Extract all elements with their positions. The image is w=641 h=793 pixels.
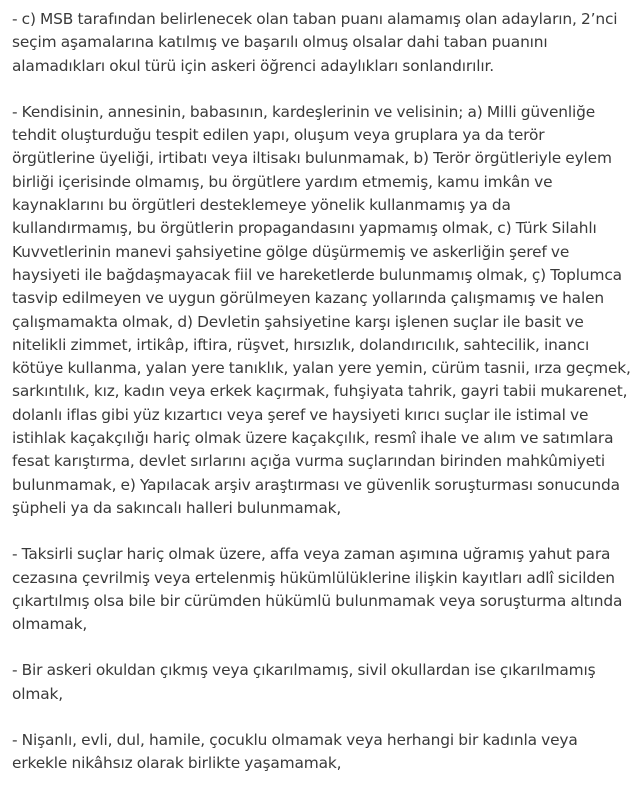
paragraph-security-requirements: - Kendisinin, annesinin, babasının, kardeşlerinin ve velisinin; a) Milli güvenliğe tehdit oluşturduğu tespit edilen yapı, oluşum veya gruplara ya da terör örgütlerine üyeliği, irtibatı veya iltisakı bulunmamak, b) Terör örgütleriyle eylem birliği içerisinde olmamış, bu örgütlere yardım etmemiş, kamu imkân ve kaynaklarını bu örgütleri desteklemeye yönelik kullanmamış ya da kullandırmamış, bu örgütlerin propagandasını yapmamış olmak, c) Türk Silahlı Kuvvetlerinin manevi şahsiyetine gölge düşürmemiş ve askerliğin şeref ve haysiyeti ile bağdaşmayacak fiil ve hareketlerde bulunmamış olmak, ç) Toplumca tasvip edilmeyen ve uygun görülmeyen kazanç yollarında çalışmamış ve halen çalışmamakta olmak, d) Devletin şahsiyetine karşı işlenen suçlar ile basit ve nitelikli zimmet, irtikâp, iftira, rüşvet, hırsızlık, dolandırıcılık, sahtecilik, inancı kötüye kullanma, yalan yere tanıklık, yalan yere yemin, cürüm tasnii, ırza geçmek, sarkıntılık, kız, kadın veya erkek kaçırmak, fuhşiyata tahrik, gayri tabii mukarenet, dolanlı iflas gibi yüz kızartıcı veya şeref ve haysiyeti kırıcı suçlar ile istimal ve istihlak kaçakçılığı hariç olmak üzere kaçakçılık, resmî ihale ve alım ve satımlara fesat karıştırma, devlet sırlarını açığa vurma suçlarından birinden mahkûmiyeti bulunmamak, e) Yapılacak arşiv araştırması ve güvenlik soruşturması sonucunda şüpheli ya da sakıncalı halleri bulunmamak,: [12, 102, 631, 517]
paragraph-marital-status: - Nişanlı, evli, dul, hamile, çocuklu olmamak veya herhangi bir kadınla veya erkekle nikâhsız olarak birlikte yaşamamak,: [12, 731, 578, 773]
paragraph-military-school: - Bir askeri okuldan çıkmış veya çıkarılmamış, sivil okullardan ise çıkarılmamış olmak,: [12, 661, 596, 703]
paragraph-criminal-record: - Taksirli suçlar hariç olmak üzere, affa veya zaman aşımına uğramış yahut para cezasına çevrilmiş veya ertelenmiş hükümlülüklerine ilişkin kayıtları adlî sicilden çıkartılmış olsa bile bir cürümden hükümlü bulunmamak veya soruşturma altında olmamak,: [12, 545, 623, 634]
paragraph-base-score: - c) MSB tarafından belirlenecek olan taban puanı alamamış olan adayların, 2’nci seçim aşamalarına katılmış ve başarılı olmuş olsalar dahi taban puanını alamadıkları okul türü için askeri öğrenci adaylıkları sonlandırılır.: [12, 10, 618, 75]
